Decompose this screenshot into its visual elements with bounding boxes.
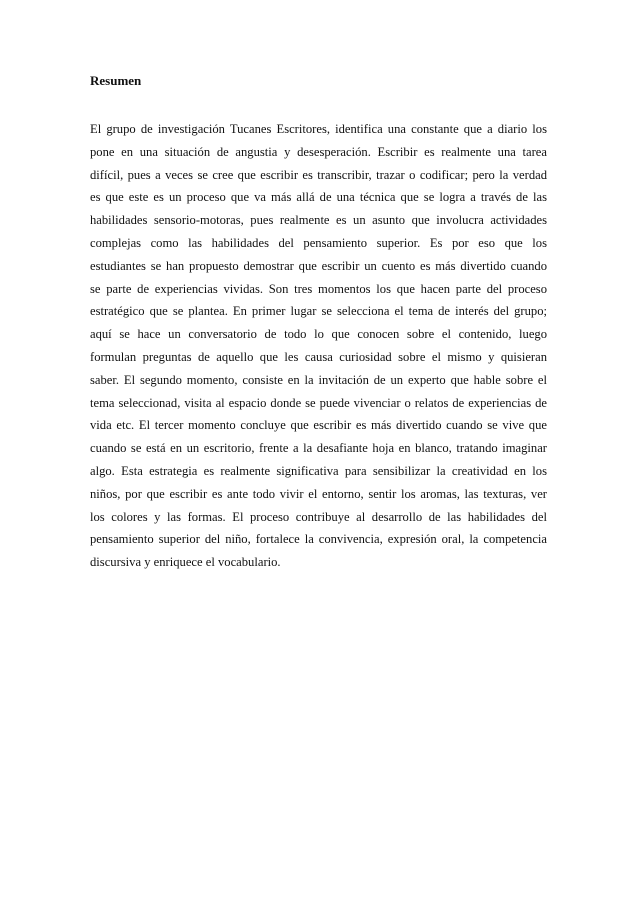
section-heading: Resumen — [90, 73, 142, 88]
paragraph-line: saber. El segundo momento, consiste en la invitación de un experto que hable sobre el — [90, 372, 547, 387]
paragraph-line: habilidades sensorio-motoras, pues realmente es un asunto que involucra actividades — [90, 213, 547, 228]
paragraph-line: tema seleccionad, visita al espacio donde se puede vivenciar o relatos de experiencias de — [90, 395, 547, 410]
paragraph-line: pensamiento superior del niño, fortalece la convivencia, expresión oral, la competencia — [90, 532, 547, 547]
paragraph-line: estratégico que se plantea. En primer lugar se selecciona el tema de interés del grupo; — [90, 304, 547, 319]
paragraph-line: complejas como las habilidades del pensamiento superior. Es por eso que los — [90, 235, 547, 250]
paragraph-line: es que este es un proceso que va más allá de una técnica que se logra a través de las — [90, 190, 547, 205]
paragraph-line: pone en una situación de angustia y desesperación. Escribir es realmente una tarea — [90, 144, 547, 159]
paragraph-line: se parte de experiencias vividas. Son tres momentos los que hacen parte del proceso — [90, 281, 547, 296]
paragraph-line: discursiva y enriquece el vocabulario. — [90, 555, 281, 570]
paragraph-line: estudiantes se han propuesto demostrar que escribir un cuento es más divertido cuando — [90, 258, 547, 273]
paragraph-line: los colores y las formas. El proceso contribuye al desarrollo de las habilidades del — [90, 509, 547, 524]
paragraph-line: niños, por que escribir es ante todo vivir el entorno, sentir los aromas, las texturas, ver — [90, 486, 547, 501]
paragraph-line: aquí se hace un conversatorio de todo lo que conocen sobre el contenido, luego — [90, 327, 547, 342]
paragraph-line: difícil, pues a veces se cree que escribir es transcribir, trazar o codificar; pero la verdad — [90, 167, 547, 182]
paragraph-line: vida etc. El tercer momento concluye que escribir es más divertido cuando se vive que — [90, 418, 547, 433]
paragraph-line: formulan preguntas de aquello que les causa curiosidad sobre el mismo y quisieran — [90, 349, 547, 364]
paragraph-line: cuando se está en un escritorio, frente a la desafiante hoja en blanco, tratando imaginar — [90, 441, 547, 456]
paragraph-line: El grupo de investigación Tucanes Escritores, identifica una constante que a diario los — [90, 122, 547, 136]
paragraph-line: algo. Esta estrategia es realmente significativa para sensibilizar la creatividad en los — [90, 463, 547, 478]
abstract-paragraph — [90, 118, 547, 574]
